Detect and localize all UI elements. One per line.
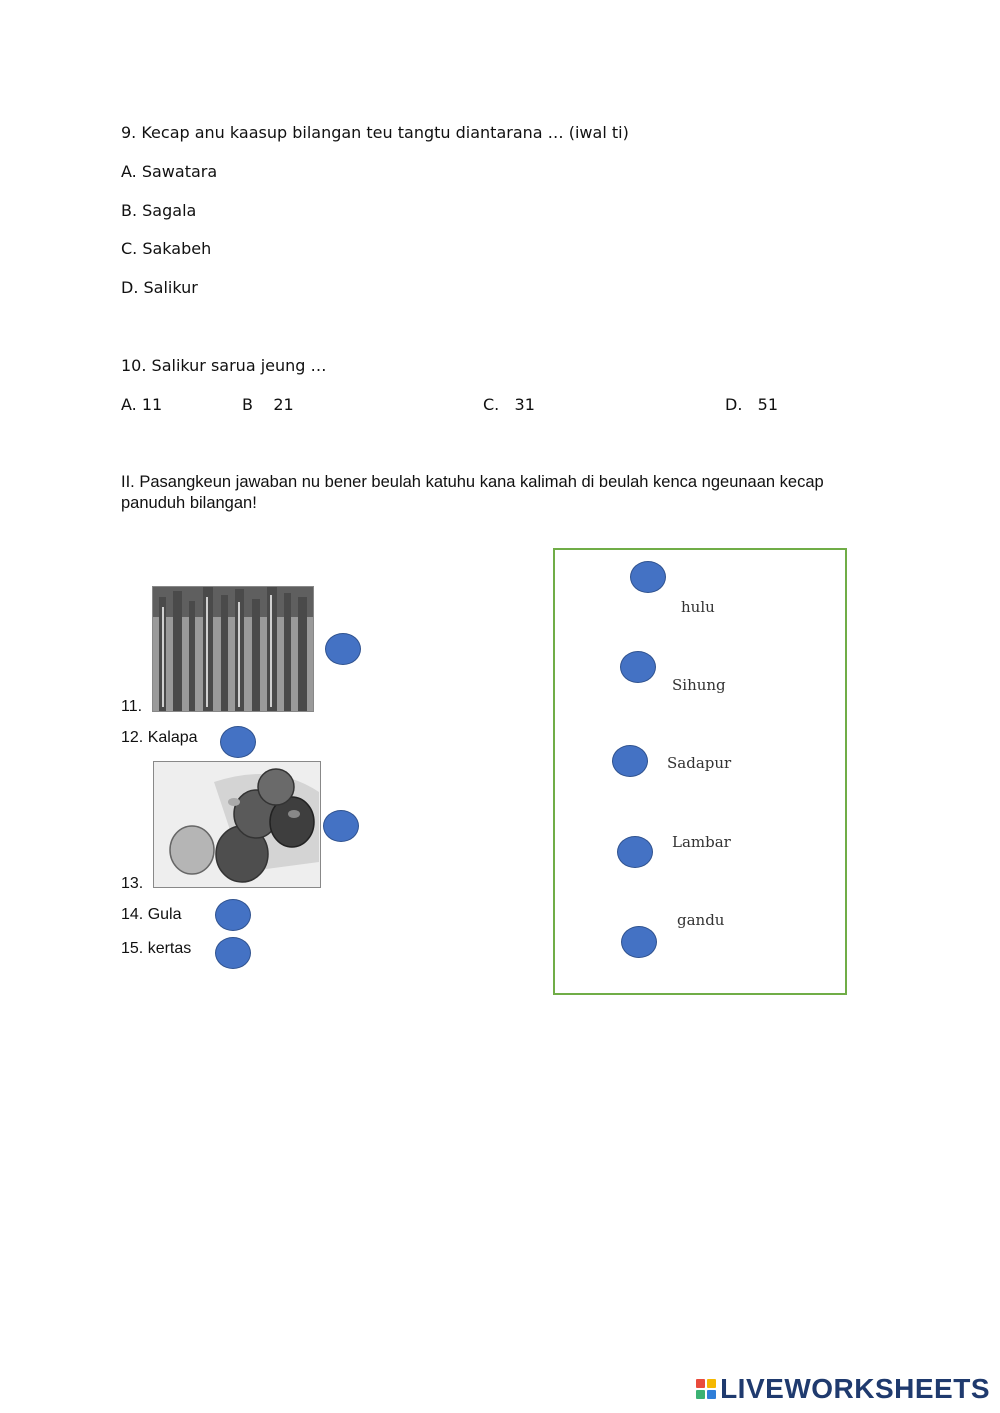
- question-10-option-c: C. 31: [483, 395, 535, 414]
- question-9-text: 9. Kecap anu kaasup bilangan teu tangtu diantarana … (iwal ti): [121, 123, 629, 142]
- left-item-11-label: 11.: [121, 698, 143, 715]
- option-dot-hulu[interactable]: [630, 561, 666, 593]
- section-2-instruction: II. Pasangkeun jawaban nu bener beulah katuhu kana kalimah di beulah kenca ngeunaan kecap panuduh bilangan!: [121, 473, 824, 512]
- liveworksheets-logo: [696, 1373, 990, 1405]
- question-10-option-d: D. 51: [725, 395, 779, 414]
- option-dot-sadapur[interactable]: [612, 745, 648, 777]
- answer-dot-11[interactable]: [325, 633, 361, 665]
- left-item-13-label: 13.: [121, 875, 144, 892]
- question-10-text: 10. Salikur sarua jeung …: [121, 356, 327, 375]
- option-dot-gandu[interactable]: [621, 926, 657, 958]
- option-dot-lambar[interactable]: [617, 836, 653, 868]
- left-item-14-label: 14. Gula: [121, 906, 182, 923]
- shallots-photo: [153, 761, 321, 888]
- question-9-option-c: C. Sakabeh: [121, 239, 212, 258]
- option-word-gandu: gandu: [677, 911, 725, 929]
- option-word-hulu: hulu: [681, 598, 715, 616]
- logo-text: LIVEWORKSHEETS: [720, 1373, 990, 1404]
- option-word-sihung: Sihung: [672, 676, 726, 694]
- answer-dot-12[interactable]: [220, 726, 256, 758]
- answer-dot-15[interactable]: [215, 937, 251, 969]
- logo-grid-icon: [696, 1379, 716, 1399]
- question-10-option-b: B 21: [242, 395, 294, 414]
- answer-dot-14[interactable]: [215, 899, 251, 931]
- left-item-15-label: 15. kertas: [121, 940, 192, 957]
- option-dot-sihung[interactable]: [620, 651, 656, 683]
- bamboo-image: [153, 587, 314, 712]
- left-item-12-label: 12. Kalapa: [121, 729, 198, 746]
- option-word-sadapur: Sadapur: [667, 754, 732, 772]
- question-9-option-b: B. Sagala: [121, 201, 197, 220]
- option-word-lambar: Lambar: [672, 833, 731, 851]
- question-9-option-d: D. Salikur: [121, 278, 198, 297]
- bamboo-photo: [152, 586, 314, 712]
- question-9-option-a: A. Sawatara: [121, 162, 218, 181]
- answer-dot-13[interactable]: [323, 810, 359, 842]
- question-10-option-a: A. 11: [121, 395, 163, 414]
- shallots-image: [154, 762, 321, 888]
